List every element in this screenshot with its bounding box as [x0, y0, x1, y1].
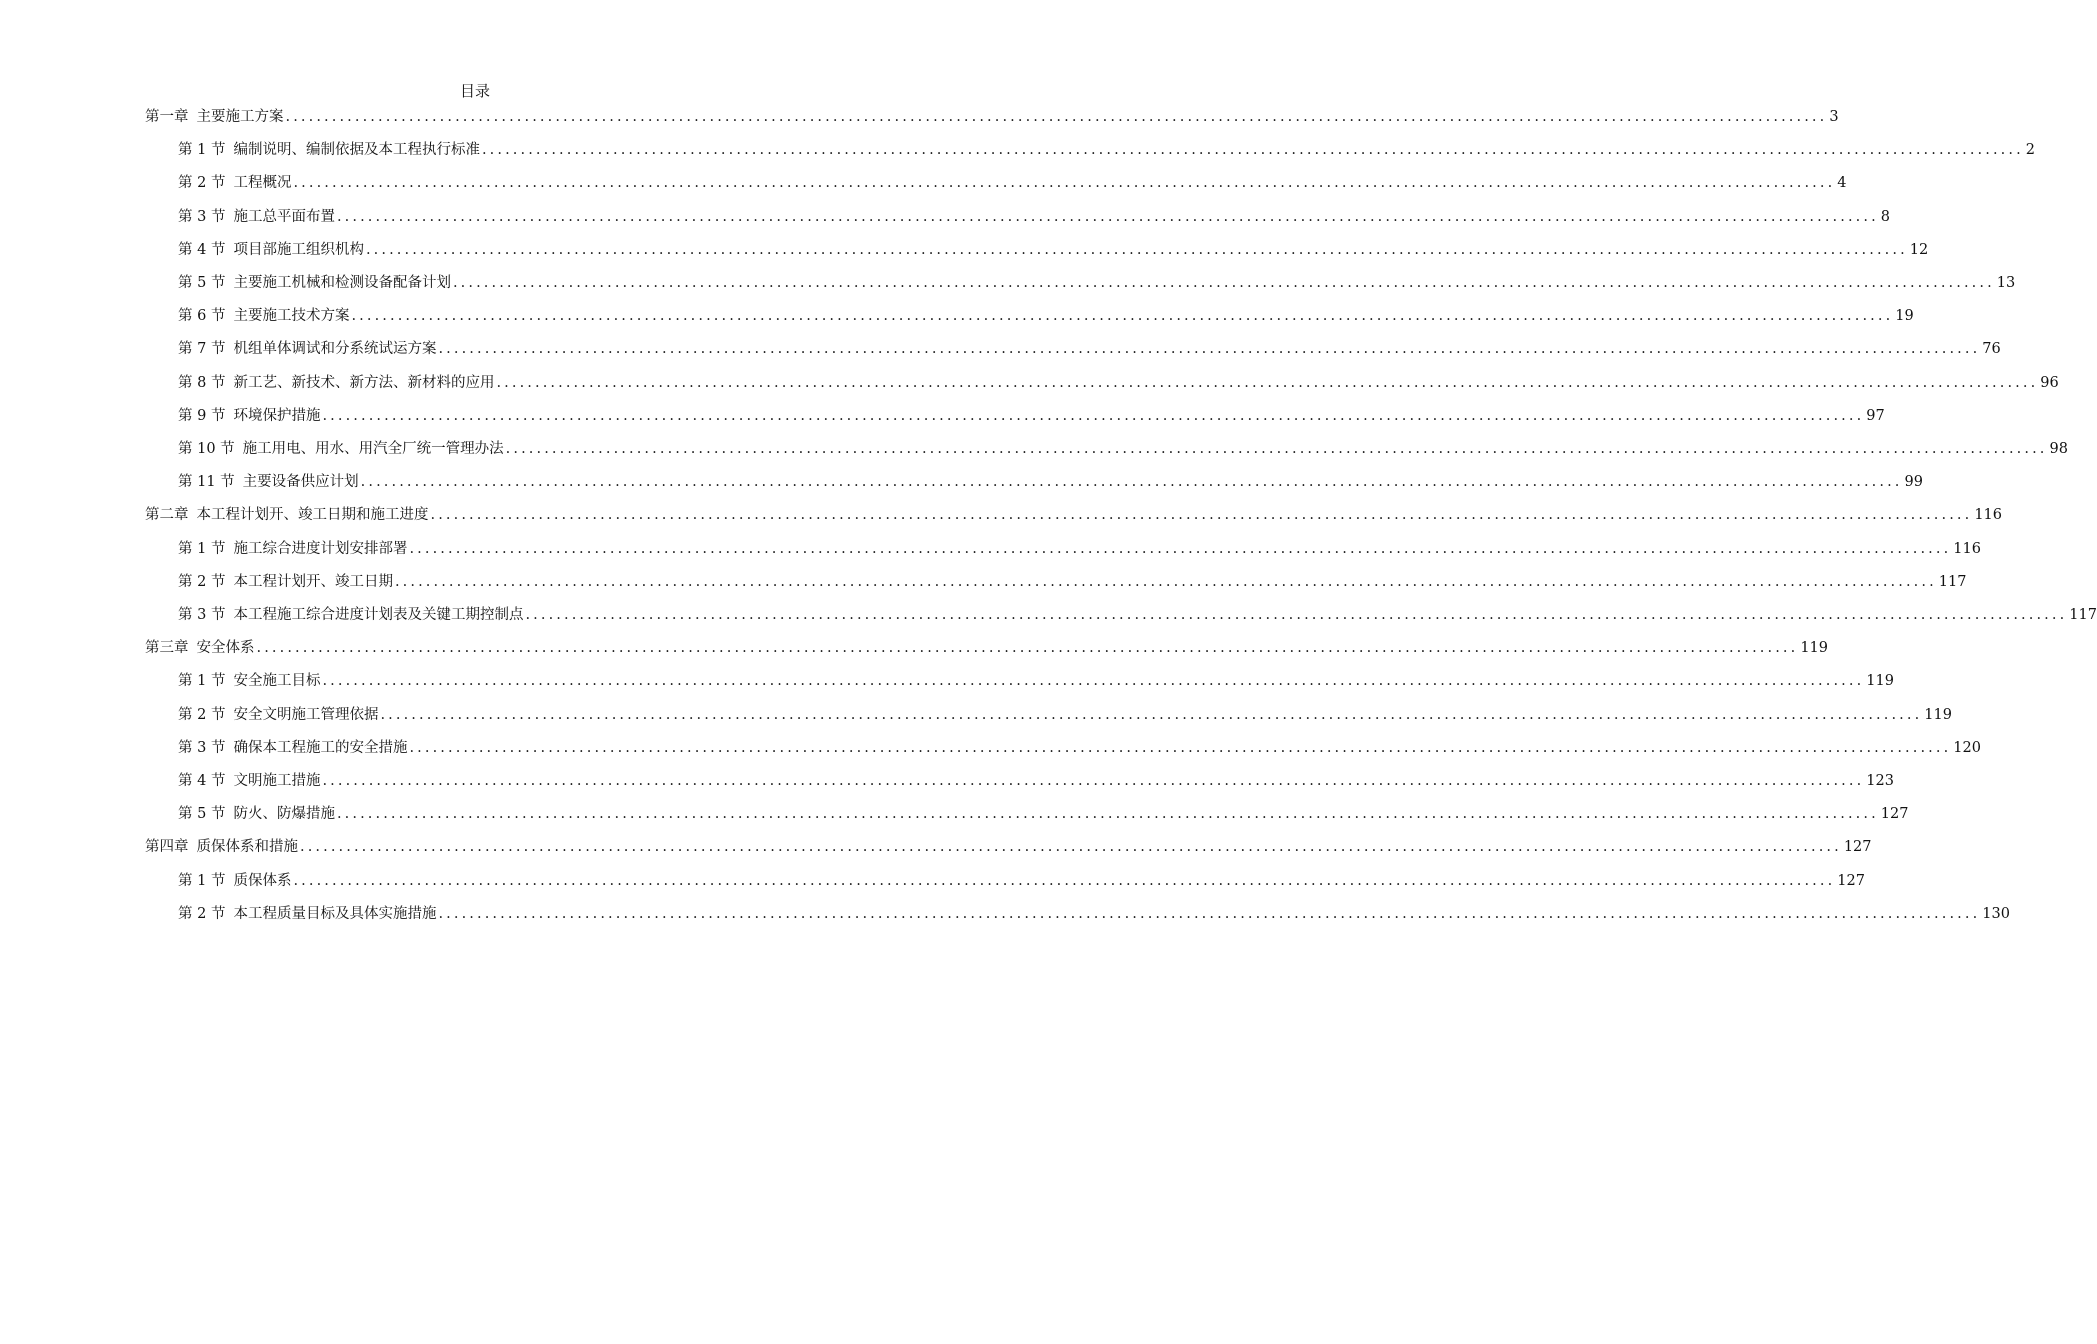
toc-dot-leader: ........................................................................................................................................................................................................: [438, 341, 1981, 358]
toc-entry-label: [145, 504, 429, 526]
toc-entry-label: [178, 571, 393, 593]
toc-section-entry[interactable]: [178, 704, 1952, 726]
toc-section-entry[interactable]: [178, 737, 1981, 759]
toc-entry-text: 施工综合进度计划安排部署: [233, 540, 408, 557]
toc-entry-number: 第 2 节: [178, 905, 226, 922]
toc-entry-text: 环境保护措施: [233, 407, 321, 424]
toc-section-entry[interactable]: [178, 172, 1847, 194]
toc-dot-leader: ........................................................................................................................................................................................................: [336, 208, 1879, 225]
toc-section-entry[interactable]: [178, 206, 1891, 228]
toc-entry-number: 第 4 节: [178, 773, 226, 789]
toc-entry-label: [178, 471, 359, 493]
toc-entry-label: [178, 139, 480, 161]
toc-page-number: 4: [1837, 175, 1847, 192]
toc-section-entry[interactable]: [178, 670, 1894, 692]
toc-page-number: 127: [1843, 839, 1872, 856]
toc-entry-text: 安全体系: [196, 640, 255, 657]
toc-dot-leader: ........................................................................................................................................................................................................: [293, 175, 1836, 192]
toc-entry-label: [178, 903, 436, 925]
toc-entry-text: 文明施工措施: [233, 773, 321, 789]
toc-entry-text: 本工程计划开、竣工日期和施工进度: [196, 507, 429, 524]
toc-page-number: 120: [1953, 739, 1981, 756]
toc-section-entry[interactable]: [178, 770, 1894, 792]
toc-entry-label: [145, 106, 284, 128]
toc-entry-text: 主要施工方案: [196, 109, 284, 125]
toc-page-number: 96: [2040, 374, 2059, 391]
toc-entry-text: 安全文明施工管理依据: [233, 706, 379, 723]
toc-entry-text: 质保体系和措施: [196, 839, 298, 856]
toc-entry-text: 防火、防爆措施: [233, 806, 335, 823]
toc-page-number: 116: [1953, 540, 1981, 557]
toc-page-number: 123: [1866, 773, 1894, 789]
toc-dot-leader: ........................................................................................................................................................................................................: [409, 739, 1952, 756]
toc-entry-number: 第 9 节: [178, 407, 226, 424]
toc-entry-text: 项目部施工组织机构: [233, 241, 364, 258]
toc-dot-leader: ........................................................................................................................................................................................................: [525, 607, 2068, 623]
toc-dot-leader: ........................................................................................................................................................................................................: [300, 839, 1842, 856]
toc-entry-number: 第 7 节: [178, 341, 226, 358]
toc-entry-label: [178, 272, 451, 294]
toc-entry-text: 新工艺、新技术、新方法、新材料的应用: [233, 374, 495, 391]
toc-entry-number: 第 5 节: [178, 806, 226, 823]
toc-entry-number: 第四章: [145, 839, 189, 856]
toc-page-number: 8: [1880, 208, 1891, 225]
toc-page-number: 130: [1982, 905, 2010, 922]
toc-entry-text: 施工用电、用水、用汽全厂统一管理办法: [242, 441, 504, 457]
toc-section-entry[interactable]: [178, 571, 1967, 593]
toc-dot-leader: ........................................................................................................................................................................................................: [438, 905, 1981, 922]
toc-section-entry[interactable]: [178, 305, 1914, 327]
toc-page-number: 117: [2069, 607, 2097, 623]
toc-entry-number: 第 1 节: [178, 673, 226, 690]
toc-dot-leader: ........................................................................................................................................................................................................: [481, 142, 2024, 159]
toc-dot-leader: ........................................................................................................................................................................................................: [322, 773, 1865, 789]
toc-entry-number: 第 1 节: [178, 540, 226, 557]
toc-section-entry[interactable]: [178, 139, 2036, 161]
toc-dot-leader: ........................................................................................................................................................................................................: [293, 872, 1836, 889]
toc-entry-text: 工程概况: [233, 175, 292, 192]
toc-section-entry[interactable]: [178, 438, 2068, 460]
toc-entry-number: 第 2 节: [178, 573, 226, 590]
toc-entry-label: [178, 704, 378, 726]
toc-entry-text: 本工程质量目标及具体实施措施: [233, 905, 437, 922]
toc-entry-label: [145, 637, 255, 659]
toc-dot-leader: ........................................................................................................................................................................................................: [322, 673, 1865, 690]
toc-page-number: 117: [1938, 573, 1967, 590]
toc-entry-number: 第三章: [145, 640, 189, 657]
toc-section-entry[interactable]: [178, 604, 2097, 626]
toc-section-entry[interactable]: [178, 803, 1909, 825]
toc-page-number: 19: [1895, 308, 1914, 325]
toc-entry-label: [145, 836, 298, 858]
toc-section-entry[interactable]: [178, 338, 2001, 360]
toc-entry-text: 质保体系: [233, 872, 292, 889]
toc-entry-number: 第 8 节: [178, 374, 226, 391]
toc-entry-number: 第 2 节: [178, 706, 226, 723]
toc-dot-leader: ........................................................................................................................................................................................................: [409, 540, 1952, 557]
toc-entry-label: [178, 172, 291, 194]
toc-dot-leader: ........................................................................................................................................................................................................: [496, 374, 2039, 391]
toc-page-number: 2: [2025, 142, 2036, 159]
toc-section-entry[interactable]: [178, 405, 1885, 427]
toc-page-number: 12: [1909, 241, 1929, 258]
toc-entry-number: 第 3 节: [178, 739, 226, 756]
toc-entry-number: 第 6 节: [178, 308, 226, 325]
toc-page-number: 76: [1982, 341, 2001, 358]
toc-dot-leader: ........................................................................................................................................................................................................: [285, 109, 1828, 125]
toc-section-entry[interactable]: [178, 272, 2016, 294]
toc-entry-text: 机组单体调试和分系统试运方案: [233, 341, 437, 358]
toc-section-entry[interactable]: [178, 239, 1929, 261]
toc-entry-label: [178, 870, 291, 892]
toc-dot-leader: ........................................................................................................................................................................................................: [430, 507, 1973, 524]
toc-section-entry[interactable]: [178, 538, 1981, 560]
toc-entry-text: 主要施工技术方案: [233, 308, 350, 325]
toc-entry-label: [178, 305, 349, 327]
toc-dot-leader: ........................................................................................................................................................................................................: [365, 241, 1908, 258]
toc-page-number: 3: [1829, 109, 1839, 125]
toc-page-number: 98: [2049, 441, 2068, 457]
toc-entry-text: 主要施工机械和检测设备配备计划: [233, 275, 451, 291]
toc-entry-text: 安全施工目标: [233, 673, 321, 690]
toc-entry-label: [178, 670, 320, 692]
toc-entry-text: 编制说明、编制依据及本工程执行标准: [233, 142, 480, 159]
toc-page-number: 119: [1924, 706, 1952, 723]
toc-entry-number: 第一章: [145, 109, 189, 125]
toc-dot-leader: ........................................................................................................................................................................................................: [336, 806, 1879, 823]
toc-entry-label: [178, 372, 494, 394]
toc-entry-label: [178, 770, 320, 792]
toc-entry-number: 第二章: [145, 507, 189, 524]
toc-dot-leader: ........................................................................................................................................................................................................: [322, 407, 1865, 424]
toc-entry-number: 第 3 节: [178, 208, 226, 225]
toc-entry-number: 第 10 节: [178, 441, 235, 457]
toc-section-entry[interactable]: [178, 471, 1923, 493]
toc-entry-label: [178, 538, 407, 560]
toc-page-number: 119: [1866, 673, 1894, 690]
toc-dot-leader: ........................................................................................................................................................................................................: [351, 308, 1894, 325]
toc-section-entry[interactable]: [178, 372, 2059, 394]
toc-entry-text: 本工程计划开、竣工日期: [233, 573, 393, 590]
toc-chapter-entry[interactable]: [145, 106, 1839, 128]
toc-entry-text: 主要设备供应计划: [242, 474, 359, 491]
toc-entry-label: [178, 803, 335, 825]
page-title: 目录: [459, 82, 490, 100]
toc-section-entry[interactable]: [178, 870, 1865, 892]
toc-page-number: 116: [1974, 507, 2003, 524]
toc-dot-leader: ........................................................................................................................................................................................................: [360, 474, 1903, 491]
toc-entry-number: 第 1 节: [178, 142, 226, 159]
toc-entry-label: [178, 338, 436, 360]
toc-dot-leader: ........................................................................................................................................................................................................: [452, 275, 1995, 291]
toc-entry-label: [178, 604, 523, 626]
toc-entry-number: 第 2 节: [178, 175, 226, 192]
toc-entry-label: [178, 438, 504, 460]
toc-entry-label: [178, 405, 320, 427]
toc-section-entry[interactable]: [178, 903, 2010, 925]
toc-dot-leader: ........................................................................................................................................................................................................: [256, 640, 1799, 657]
toc-dot-leader: ........................................................................................................................................................................................................: [380, 706, 1923, 723]
toc-chapter-entry[interactable]: [145, 836, 1872, 858]
toc-entry-number: 第 4 节: [178, 241, 226, 258]
toc-entry-number: 第 11 节: [178, 474, 235, 491]
toc-entry-number: 第 1 节: [178, 872, 226, 889]
toc-entry-label: [178, 737, 407, 759]
toc-page-number: 119: [1800, 640, 1829, 657]
toc-entry-text: 施工总平面布置: [233, 208, 335, 225]
toc-entry-label: [178, 239, 364, 261]
toc-page-number: 127: [1837, 872, 1865, 889]
toc-entry-text: 本工程施工综合进度计划表及关键工期控制点: [233, 607, 524, 623]
toc-page-number: 127: [1880, 806, 1909, 823]
toc-chapter-entry[interactable]: [145, 637, 1829, 659]
toc-entry-number: 第 5 节: [178, 275, 226, 291]
toc-entry-text: 确保本工程施工的安全措施: [233, 739, 408, 756]
toc-entry-number: 第 3 节: [178, 607, 226, 623]
toc-dot-leader: ........................................................................................................................................................................................................: [505, 441, 2048, 457]
toc-entry-label: [178, 206, 335, 228]
toc-page-number: 97: [1866, 407, 1885, 424]
toc-page-number: 99: [1904, 474, 1923, 491]
toc-dot-leader: ........................................................................................................................................................................................................: [394, 573, 1937, 590]
toc-page-number: 13: [1996, 275, 2016, 291]
toc-chapter-entry[interactable]: [145, 504, 2003, 526]
